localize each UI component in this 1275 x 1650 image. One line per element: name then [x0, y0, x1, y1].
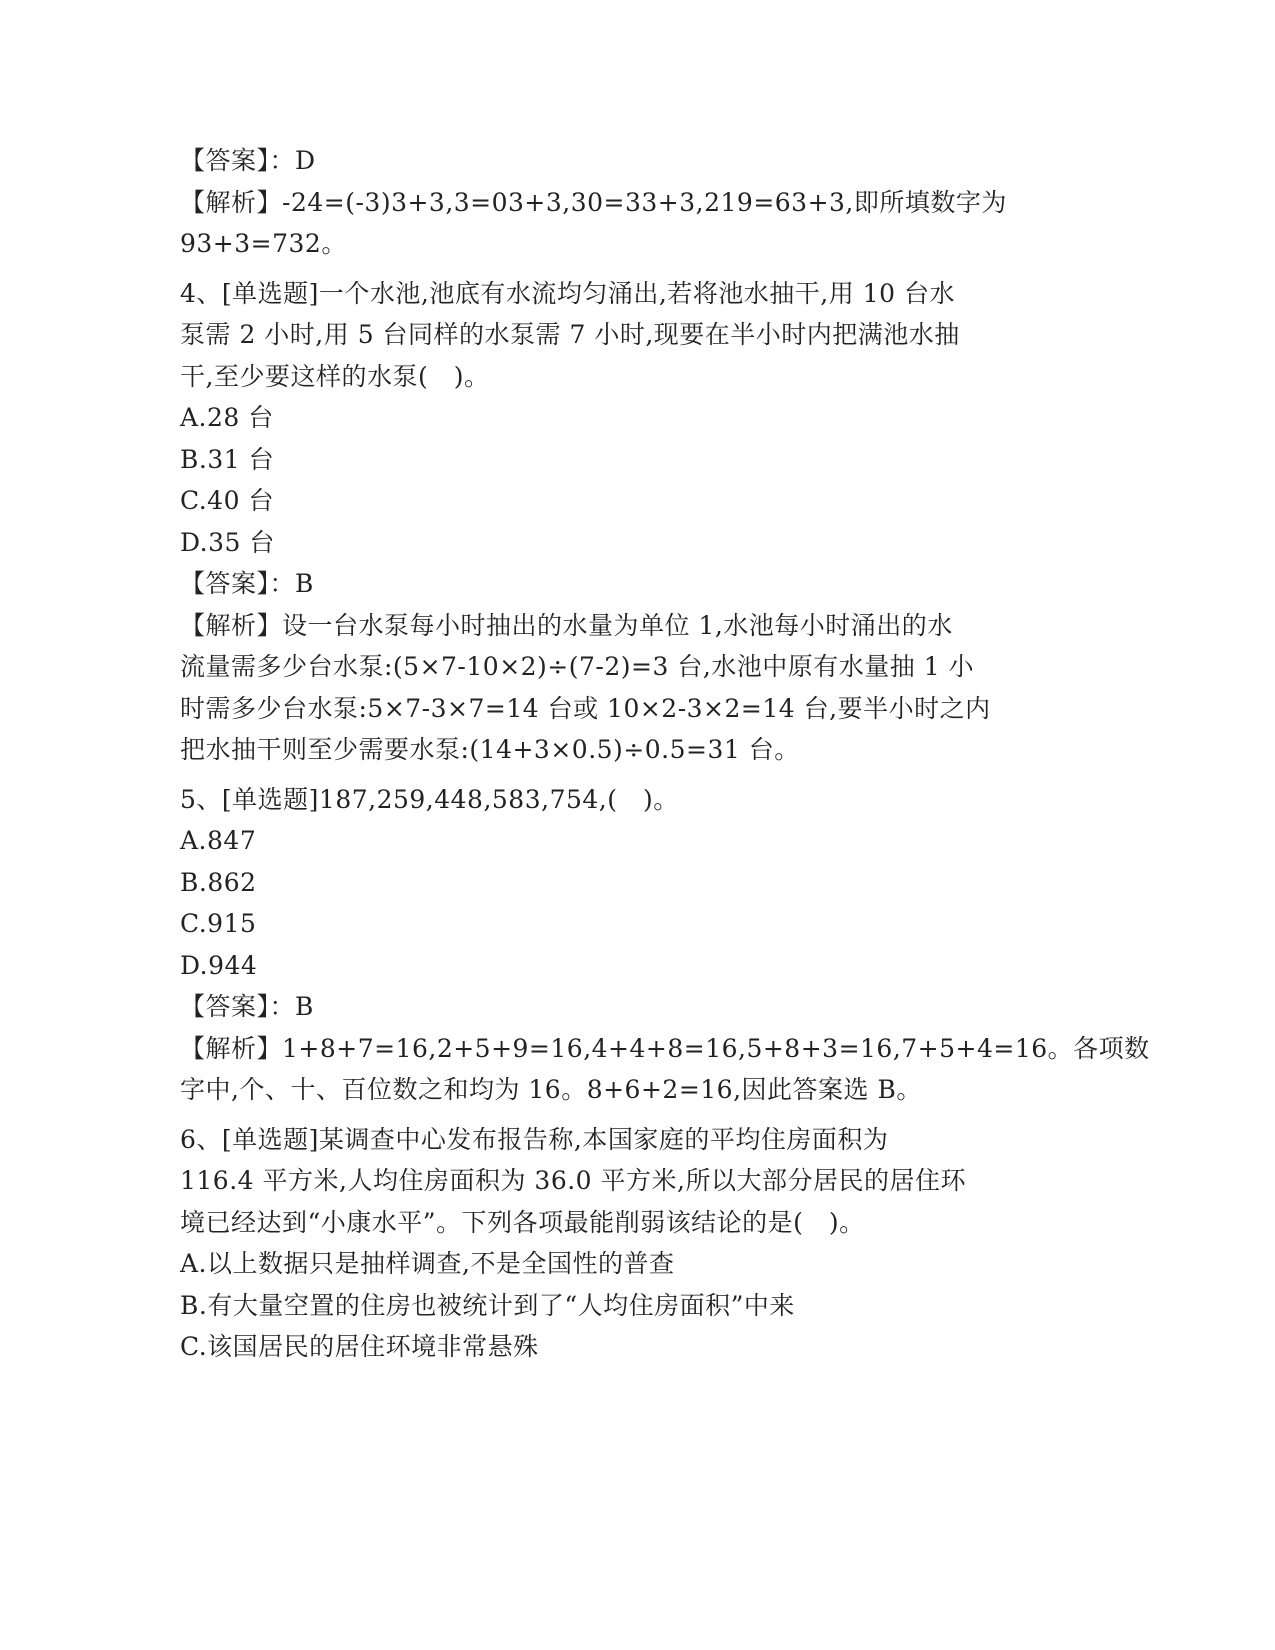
- option-c: C.40 台: [180, 486, 274, 515]
- question-stem: 泵需 2 小时,用 5 台同样的水泵需 7 小时,现要在半小时内把满池水抽: [180, 320, 960, 349]
- question-stem: 干,至少要这样的水泵( )。: [180, 361, 490, 391]
- option-d: D.944: [180, 950, 258, 980]
- analysis-line: 把水抽干则至少需要水泵:(14+3×0.5)÷0.5=31 台。: [180, 735, 800, 764]
- analysis-line: 流量需多少台水泵:(5×7-10×2)÷(7-2)=3 台,水池中原有水量抽 1 小: [180, 652, 975, 681]
- option-a: A.28 台: [180, 403, 274, 432]
- question-5: [180, 779, 1150, 1111]
- option-b: B.有大量空置的住房也被统计到了“人均住房面积”中来: [180, 1290, 795, 1320]
- option-c: C.915: [180, 909, 257, 938]
- analysis-line: 字中,个、十、百位数之和均为 16。8+6+2=16,因此答案选 B。: [180, 1075, 922, 1104]
- document-page: [180, 140, 1150, 1368]
- option-a: A.847: [180, 826, 257, 855]
- analysis-line: 【解析】1+8+7=16,2+5+9=16,4+4+8=16,5+8+3=16,7+5+4=16。各项数: [180, 1033, 1150, 1063]
- answer-line: 【答案】：B: [180, 569, 314, 598]
- answer-line: 【答案】：B: [180, 992, 314, 1021]
- option-d: D.35 台: [180, 527, 275, 557]
- question-stem: 6、[单选题]某调查中心发布报告称,本国家庭的平均住房面积为: [180, 1124, 889, 1154]
- analysis-line: 【解析】-24=(-3)3+3,3=03+3,30=33+3,219=63+3,即所填数字为: [180, 187, 1007, 217]
- analysis-line: 93+3=732。: [180, 229, 347, 258]
- question-stem: 4、[单选题]一个水池,池底有水流均匀涌出,若将池水抽干,用 10 台水: [180, 278, 955, 308]
- question-stem: 5、[单选题]187,259,448,583,754,( )。: [180, 784, 679, 814]
- question-stem: 境已经达到“小康水平”。下列各项最能削弱该结论的是( )。: [180, 1207, 865, 1237]
- analysis-line: 时需多少台水泵:5×7-3×7=14 台或 10×2-3×2=14 台,要半小时之内: [180, 693, 991, 723]
- question-stem: 116.4 平方米,人均住房面积为 36.0 平方米,所以大部分居民的居住环: [180, 1166, 966, 1195]
- option-b: B.31 台: [180, 444, 275, 474]
- option-b: B.862: [180, 867, 257, 897]
- option-c: C.该国居民的居住环境非常悬殊: [180, 1332, 539, 1361]
- answer-line: 【答案】：D: [180, 146, 316, 175]
- analysis-line: 【解析】设一台水泵每小时抽出的水量为单位 1,水池每小时涌出的水: [180, 610, 953, 640]
- question-4: [180, 273, 1080, 771]
- previous-question-tail: [180, 140, 1080, 265]
- option-a: A.以上数据只是抽样调查,不是全国性的普查: [180, 1249, 675, 1278]
- question-6: [180, 1119, 1080, 1368]
